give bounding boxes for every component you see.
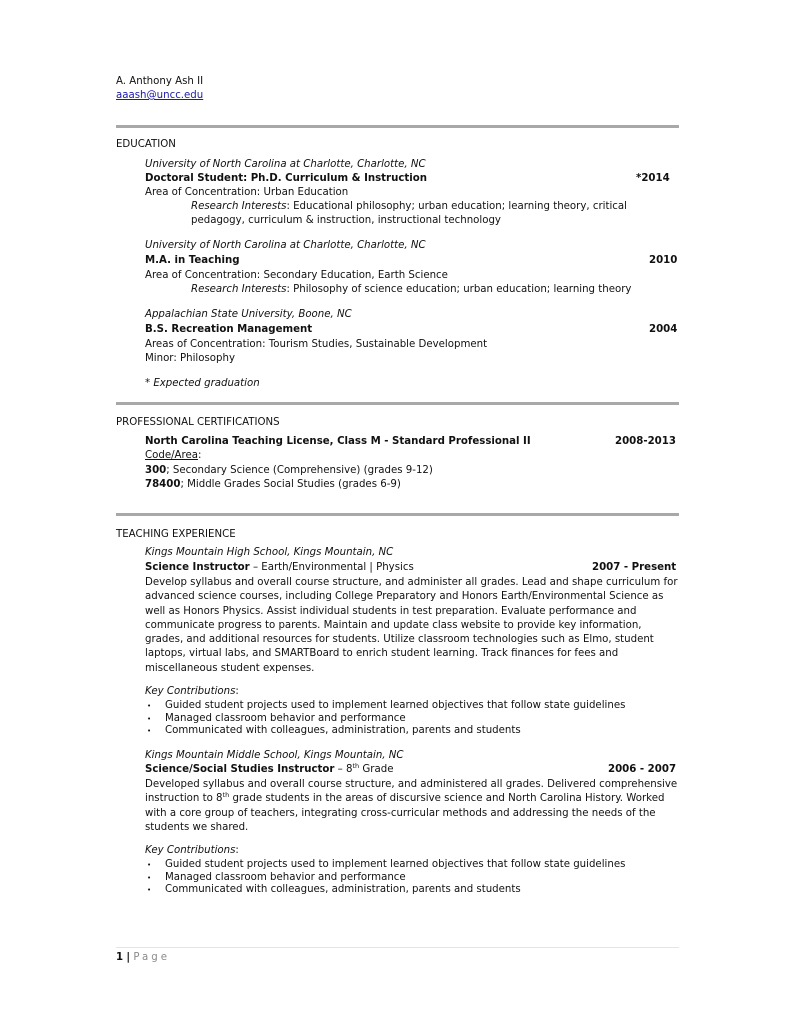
job1-description: Develop syllabus and overall course structure, and administer all grades. Lead and shape curriculum for advanced science courses, including College Preparatory and Honors Earth/Environmental Science as well as Honors Physics. Assist individual students in test preparation. Evaluate performance and communicate progress to parents. Maintain and update class website to provide key information, grades, and additional resources for students. Utilize classroom technologies such as Elmo, student laptops, virtual labs, and SMARTBoard to enrich student learning. Track finances for fees and miscellaneous student expenses. — [145, 577, 678, 674]
page-footer — [116, 952, 170, 963]
job1-school: Kings Mountain High School, Kings Mountain, NC — [145, 547, 394, 558]
research-interests-label: Research Interests — [191, 201, 287, 212]
certifications-heading: PROFESSIONAL CERTIFICATIONS — [116, 417, 280, 428]
cert-code-300 — [145, 465, 433, 476]
list-item: • Guided student projects used to implement learned objectives that follow state guidelines — [145, 700, 625, 713]
key-contributions-colon: : — [235, 686, 239, 697]
job2-desc-pre: Developed syllabus and overall course structure, and administered all grades. Delivered comprehensive instruction to 8 — [145, 779, 678, 805]
job2-subtitle-sup: th — [352, 762, 360, 770]
job1-title-line — [145, 562, 414, 573]
edu1-degree: Doctoral Student: Ph.D. Curriculum & Instruction — [145, 173, 427, 184]
research-interests-text: : Educational philosophy; urban education; learning theory, critical — [286, 201, 627, 212]
edu2-school: University of North Carolina at Charlotte, Charlotte, NC — [145, 240, 426, 251]
job2-subtitle-pre: – 8 — [334, 764, 353, 775]
cert-code-78400 — [145, 479, 401, 490]
section-divider — [116, 125, 679, 128]
job1-subtitle: – Earth/Environmental | Physics — [249, 562, 414, 573]
edu2-degree: M.A. in Teaching — [145, 255, 240, 266]
key-contributions-label: Key Contributions — [145, 845, 236, 856]
job2-title-line — [145, 764, 393, 775]
code-area-label — [145, 450, 201, 461]
license-years: 2008-2013 — [615, 436, 676, 447]
job1-years: 2007 - Present — [592, 562, 677, 573]
cert-desc: ; Secondary Science (Comprehensive) (grades 9-12) — [166, 465, 433, 476]
job2-desc-post: grade students in the areas of discursive science and North Carolina History. Worked with a core group of teachers, integrating cross-curricular methods and addressing the needs of the students we shared. — [145, 793, 665, 833]
cert-code: 78400 — [145, 479, 181, 490]
edu3-concentration: Areas of Concentration: Tourism Studies, Sustainable Development — [145, 339, 488, 350]
job2-contributions — [145, 859, 625, 897]
education-heading: EDUCATION — [116, 139, 176, 150]
footer-separator: | — [126, 952, 131, 963]
job1-title: Science Instructor — [145, 562, 250, 573]
job2-desc-sup: th — [222, 791, 230, 800]
resume-name: A. Anthony Ash II — [116, 76, 204, 87]
job2-years: 2006 - 2007 — [608, 764, 677, 775]
edu2-year: 2010 — [649, 255, 678, 266]
edu3-degree: B.S. Recreation Management — [145, 324, 313, 335]
license-title: North Carolina Teaching License, Class M - Standard Professional II — [145, 436, 531, 447]
page-label: Page — [133, 952, 170, 963]
page-number: 1 — [116, 952, 124, 963]
section-divider — [116, 513, 679, 516]
list-item: • Communicated with colleagues, administration, parents and students — [145, 725, 625, 738]
edu1-year: *2014 — [636, 173, 670, 184]
list-item: • Communicated with colleagues, administration, parents and students — [145, 884, 625, 897]
job1-contrib-heading — [145, 686, 239, 697]
job2-contrib-heading — [145, 845, 239, 856]
list-item: • Guided student projects used to implement learned objectives that follow state guidelines — [145, 859, 625, 872]
cert-desc: ; Middle Grades Social Studies (grades 6-9) — [180, 479, 401, 490]
footer-divider — [116, 947, 679, 948]
job2-description — [145, 778, 680, 835]
edu3-minor: Minor: Philosophy — [145, 353, 235, 364]
edu2-concentration: Area of Concentration: Secondary Education, Earth Science — [145, 270, 448, 281]
research-interests-text: : Philosophy of science education; urban education; learning theory — [286, 284, 632, 295]
key-contributions-label: Key Contributions — [145, 686, 236, 697]
job2-title: Science/Social Studies Instructor — [145, 764, 335, 775]
key-contributions-colon: : — [235, 845, 239, 856]
email-link[interactable]: aaash@uncc.edu — [116, 90, 204, 101]
job1-contributions — [145, 700, 625, 738]
job2-subtitle-post: Grade — [359, 764, 394, 775]
edu3-year: 2004 — [649, 324, 678, 335]
code-area-colon: : — [197, 450, 202, 461]
code-area-text: Code/Area — [145, 450, 198, 461]
edu1-interests-cont: pedagogy, curriculum & instruction, instructional technology — [191, 215, 501, 226]
cert-code: 300 — [145, 465, 167, 476]
research-interests-label: Research Interests — [191, 284, 287, 295]
edu1-school: University of North Carolina at Charlotte, Charlotte, NC — [145, 159, 426, 170]
edu1-interests — [191, 201, 627, 212]
list-item: • Managed classroom behavior and performance — [145, 872, 625, 885]
edu1-concentration: Area of Concentration: Urban Education — [145, 187, 349, 198]
expected-graduation-note: * Expected graduation — [145, 378, 260, 389]
teaching-heading: TEACHING EXPERIENCE — [116, 529, 236, 540]
section-divider — [116, 402, 679, 405]
list-item: • Managed classroom behavior and performance — [145, 713, 625, 726]
edu3-school: Appalachian State University, Boone, NC — [145, 309, 352, 320]
edu2-interests — [191, 284, 631, 295]
job2-school: Kings Mountain Middle School, Kings Mountain, NC — [145, 750, 404, 761]
